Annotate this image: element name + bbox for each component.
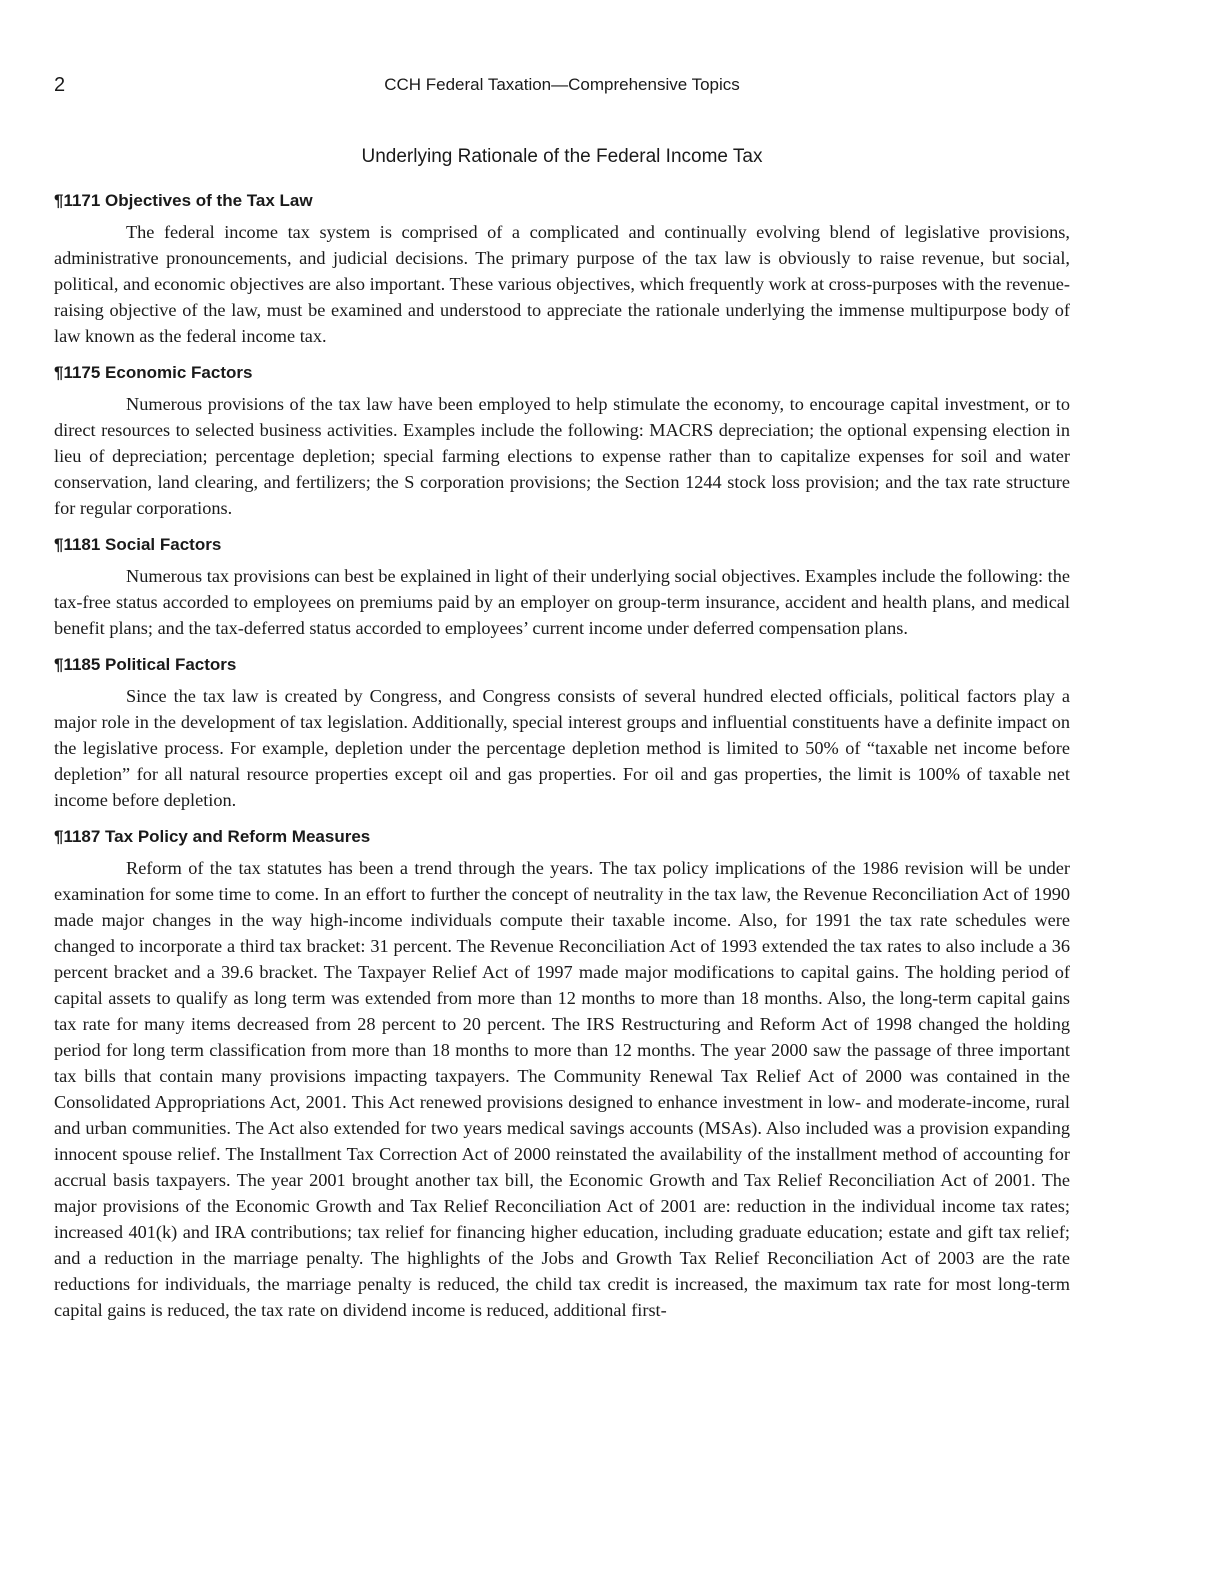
- section-body: Since the tax law is created by Congress, and Congress consists of several hundred elected officials, political factors play a major role in the development of tax legislation. Additionally, special interest groups and influential constituents have a definite impact on the legislative process. For example, depletion under the percentage depletion method is limited to 50% of “taxable net income before depletion” for all natural resource properties except oil and gas properties. For oil and gas properties, the limit is 100% of taxable net income before depletion.: [54, 686, 1070, 810]
- page-content: [54, 142, 1070, 1334]
- section-heading: ¶1175 Economic Factors: [54, 363, 253, 382]
- page-header: [54, 70, 1070, 100]
- section-1185: [54, 652, 1070, 813]
- section-1175: [54, 360, 1070, 521]
- section-1187: [54, 824, 1070, 1323]
- section-1181: [54, 532, 1070, 641]
- section-body: Numerous tax provisions can best be explained in light of their underlying social objectives. Examples include the following: the tax-free status accorded to employees on premiums paid by an employer on group-term insurance, accident and health plans, and medical benefit plans; and the tax-deferred status accorded to employees’ current income under deferred compensation plans.: [54, 566, 1070, 638]
- section-heading: ¶1185 Political Factors: [54, 655, 237, 674]
- chapter-title: Underlying Rationale of the Federal Income Tax: [361, 146, 763, 167]
- section-body: Reform of the tax statutes has been a trend through the years. The tax policy implications of the 1986 revision will be under examination for some time to come. In an effort to further the concept of neutrality in the tax law, the Revenue Reconciliation Act of 1990 made major changes in the way high-income individuals compute their taxable income. Also, for 1991 the tax rate schedules were changed to incorporate a third tax bracket: 31 percent. The Revenue Reconciliation Act of 1993 extended the tax rates to also include a 36 percent bracket and a 39.6 bracket. The Taxpayer Relief Act of 1997 made major modifications to capital gains. The holding period of capital assets to qualify as long term was extended from more than 12 months to more than 18 months. Also, the long-term capital gains tax rate for many items decreased from 28 percent to 20 percent. The IRS Restructuring and Reform Act of 1998 changed the holding period for long term classification from more than 18 months to more than 12 months. The year 2000 saw the passage of three important tax bills that contain many provisions impacting taxpayers. The Community Renewal Tax Relief Act of 2000 was contained in the Consolidated Appropriations Act, 2001. This Act renewed provisions designed to enhance investment in low- and moderate-income, rural and urban communities. The Act also extended for two years medical savings accounts (MSAs). Also included was a provision expanding innocent spouse relief. The Installment Tax Correction Act of 2000 reinstated the availability of the installment method of accounting for accrual basis taxpayers. The year 2001 brought another tax bill, the Economic Growth and Tax Relief Reconciliation Act of 2001. The major provisions of the Economic Growth and Tax Relief Reconciliation Act of 2001 are: reduction in the individual income tax rates; increased 401(k) and IRA contributions; tax relief for financing higher education, including graduate education; estate and gift tax relief; and a reduction in the marriage penalty. The highlights of the Jobs and Growth Tax Relief Reconciliation Act of 2003 are the rate reductions for individuals, the marriage penalty is reduced, the child tax credit is increased, the maximum tax rate for most long-term capital gains is reduced, the tax rate on dividend income is reduced, additional first-: [54, 858, 1070, 1320]
- section-heading: ¶1187 Tax Policy and Reform Measures: [54, 827, 371, 846]
- section-heading: ¶1171 Objectives of the Tax Law: [54, 191, 313, 210]
- section-body: The federal income tax system is comprised of a complicated and continually evolving blend of legislative provisions, administrative pronouncements, and judicial decisions. The primary purpose of the tax law is obviously to raise revenue, but social, political, and economic objectives are also important. These various objectives, which frequently work at cross-purposes with the revenue-raising objective of the law, must be examined and understood to appreciate the rationale underlying the immense multipurpose body of law known as the federal income tax.: [54, 222, 1070, 346]
- section-heading: ¶1181 Social Factors: [54, 535, 222, 554]
- running-head: CCH Federal Taxation—Comprehensive Topics: [384, 75, 740, 94]
- section-body: Numerous provisions of the tax law have been employed to help stimulate the economy, to encourage capital investment, or to direct resources to selected business activities. Examples include the following: MACRS depreciation; the optional expensing election in lieu of depreciation; percentage depletion; special farming elections to expense rather than to capitalize expenses for soil and water conservation, land clearing, and fertilizers; the S corporation provisions; the Section 1244 stock loss provision; and the tax rate structure for regular corporations.: [54, 394, 1070, 518]
- page-number: 2: [54, 74, 66, 96]
- section-1171: [54, 188, 1070, 349]
